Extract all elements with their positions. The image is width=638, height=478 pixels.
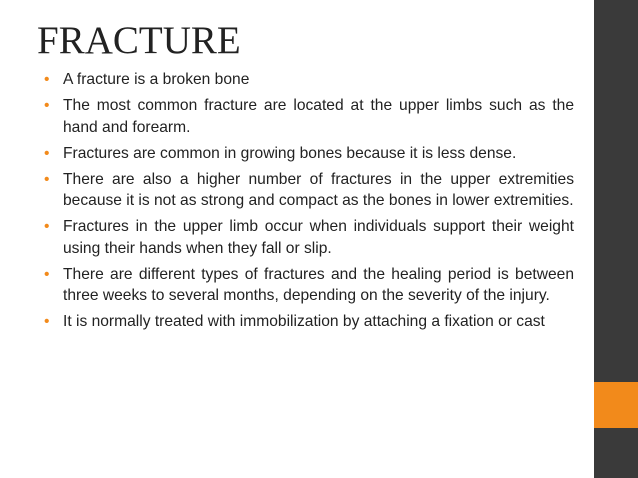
bullet-item: [44, 169, 574, 212]
bullet-item: [44, 143, 574, 165]
bullet-text: There are different types of fractures and the healing period is between three weeks to several months, depending on the severity of the injury.: [63, 265, 574, 304]
bullet-icon: •: [44, 218, 50, 235]
bullet-item: [44, 69, 574, 91]
bullet-text: There are also a higher number of fractures in the upper extremities because it is not as strong and compact as the bones in lower extremities.: [63, 170, 574, 209]
side-accent-block: [594, 382, 638, 428]
bullet-text: It is normally treated with immobilization by attaching a fixation or cast: [63, 313, 545, 330]
slide-title: FRACTURE: [37, 19, 241, 62]
bullet-item: [44, 264, 574, 307]
bullet-text: Fractures in the upper limb occur when individuals support their weight using their hands when they fall or slip.: [63, 218, 574, 257]
bullet-icon: •: [44, 265, 50, 283]
bullet-text: A fracture is a broken bone: [63, 71, 250, 88]
bullet-text: Fractures are common in growing bones because it is less dense.: [63, 144, 517, 162]
bullet-text: The most common fracture are located at the upper limbs such as the hand and forearm.: [63, 97, 574, 136]
bullet-icon: •: [44, 97, 50, 114]
bullet-icon: •: [44, 313, 50, 330]
bullet-icon: •: [44, 71, 50, 88]
bullet-item: [44, 95, 574, 138]
bullet-icon: •: [44, 170, 50, 188]
bullet-icon: •: [44, 144, 50, 162]
bullet-item: [44, 216, 574, 259]
bullet-item: [44, 311, 574, 333]
bullet-list: [44, 69, 574, 337]
